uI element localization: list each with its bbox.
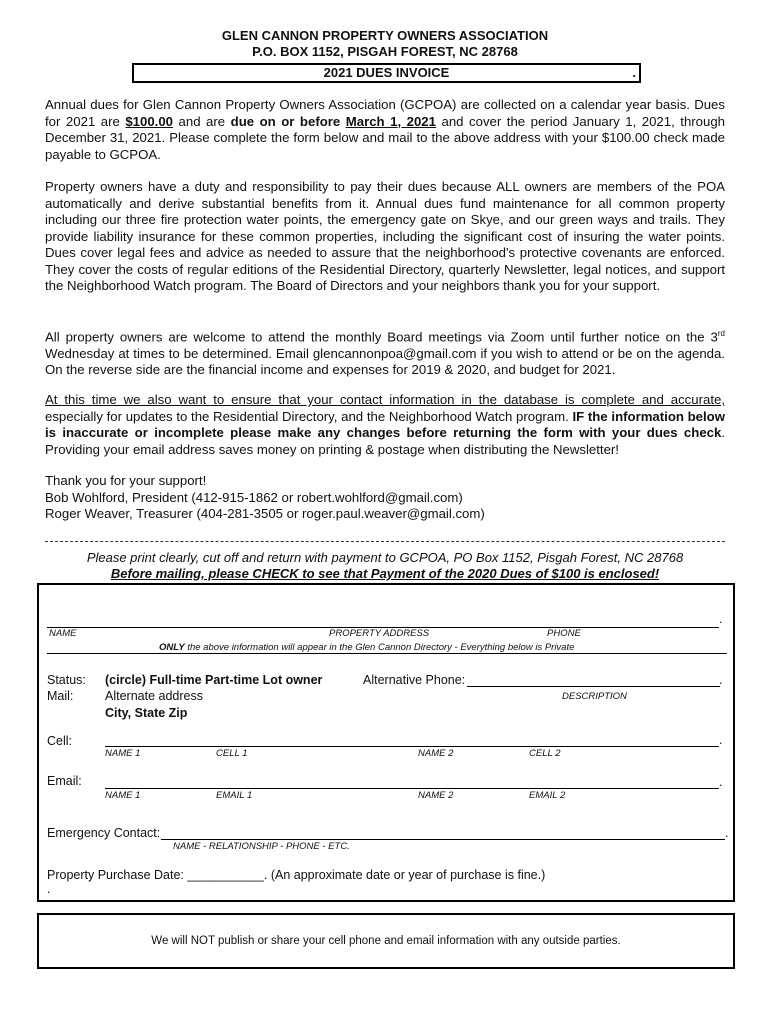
cell-label: Cell: — [47, 734, 73, 748]
due-prefix: due on or before — [230, 113, 346, 129]
trailing-dot: . — [47, 882, 51, 896]
duty-paragraph: Property owners have a duty and responsibility to pay their dues because ALL owners are members of the POA automatically and derive substantial benefits from it. Annual dues fund maintenance for all common property including our three fire protection water points, the emergency gate on Skye, and our green ways and trails. They provide liability insurance for these common properties, including the significant cost of insuring the water points. Dues cover legal fees and advice as needed to assure that the neighborhood's protective covenants are enforced. They cover the costs of regular editions of the Residential Directory, quarterly Newsletter, legal notices, and support the Neighborhood Watch program. The Board of Directors and your neighbors thank you for your support. — [45, 179, 725, 293]
alt-phone-label: Alternative Phone: — [363, 673, 466, 687]
invoice-title: 2021 DUES INVOICE — [323, 65, 450, 80]
purchase-date-row — [47, 868, 545, 882]
description-label: DESCRIPTION — [562, 691, 627, 702]
email1-label: EMAIL 1 — [216, 790, 253, 801]
alt-phone-field[interactable] — [467, 686, 720, 687]
privacy-note-box — [37, 913, 735, 969]
dues-text-3: and cover the period January 1, 2021, through December 31, 2021. Please complete the form below and mail to the above address with your $100.00 check made payable to GCPOA. — [45, 113, 726, 162]
mailing-check-note: Before mailing, please CHECK to see that Payment of the 2020 Dues of $100 is enclosed! — [110, 566, 660, 581]
address-label: PROPERTY ADDRESS — [329, 628, 430, 639]
alternate-address[interactable]: Alternate address — [105, 689, 203, 703]
contact-update-text-2: . Providing your email address saves money on printing & postage when distributing the Newsletter! — [45, 425, 725, 457]
email-dot: . — [719, 775, 723, 789]
contact-update-paragraph — [45, 392, 725, 458]
meetings-paragraph — [45, 326, 725, 379]
cut-line — [45, 541, 725, 542]
email-field[interactable] — [105, 788, 719, 789]
return-instructions: Please print clearly, cut off and return with payment to GCPOA, PO Box 1152, Pisgah Forest, NC 28768 — [86, 550, 684, 565]
status-label: Status: — [47, 673, 86, 687]
contact-update-text-1: especially for updates to the Residential Directory, and the Neighborhood Watch program. — [45, 408, 573, 424]
org-name: GLEN CANNON PROPERTY OWNERS ASSOCIATION — [221, 28, 549, 43]
city-state-zip[interactable]: City, State Zip — [105, 706, 188, 720]
phone-label: PHONE — [547, 628, 581, 639]
contact-update-underlined: At this time we also want to ensure that your contact information in the database is complete and accurate, — [45, 392, 725, 407]
emergency-dot: . — [725, 826, 729, 840]
only-rest: the above information will appear in the Glen Cannon Directory - Everything below is Private — [184, 642, 575, 653]
only-emphasis: ONLY — [159, 642, 185, 653]
president-contact: Bob Wohlford, President (412-915-1862 or robert.wohlford@gmail.com) — [45, 489, 463, 505]
email2-label: EMAIL 2 — [529, 790, 566, 801]
cell2-label: CELL 2 — [529, 748, 561, 759]
name-label: NAME — [49, 628, 77, 639]
meetings-text-2: Wednesday at times to be determined. Email glencannonpoa@gmail.com if you wish to attend or be on the agenda. On the reverse side are the financial income and expenses for 2019 & 2020, and budget for 2021. — [45, 345, 725, 378]
dues-paragraph — [45, 97, 725, 163]
purchase-date-field[interactable]: ___________ — [187, 868, 264, 882]
cell-name1-label: NAME 1 — [105, 748, 141, 759]
ordinal-suffix: rd — [717, 329, 725, 338]
purchase-dot: . — [263, 868, 268, 882]
emergency-hint: NAME - RELATIONSHIP - PHONE - ETC. — [173, 841, 350, 852]
directory-note — [159, 642, 574, 653]
purchase-label: Property Purchase Date: — [47, 868, 188, 882]
alt-phone-dot: . — [719, 673, 723, 687]
contact-update-bold: IF the information below is inaccurate or incomplete please make any changes before returning the form with your dues check — [45, 408, 725, 440]
dues-amount: $100.00 — [125, 113, 174, 129]
email-name2-label: NAME 2 — [418, 790, 454, 801]
return-form — [37, 583, 735, 902]
due-date: March 1, 2021 — [345, 113, 436, 129]
thanks-line: Thank you for your support! — [45, 473, 207, 488]
status-options[interactable]: (circle) Full-time Part-time Lot owner — [105, 673, 323, 687]
org-address: P.O. BOX 1152, PISGAH FOREST, NC 28768 — [252, 44, 518, 59]
cell-name2-label: NAME 2 — [418, 748, 454, 759]
invoice-title-box — [132, 63, 641, 83]
meetings-text-1: All property owners are welcome to attend the monthly Board meetings via Zoom until further notice on the 3 — [45, 329, 718, 345]
email-name1-label: NAME 1 — [105, 790, 141, 801]
emergency-field[interactable] — [161, 839, 725, 840]
directory-note-line — [47, 653, 727, 654]
line-end-dot: . — [719, 612, 723, 626]
email-label: Email: — [47, 774, 82, 788]
mail-label: Mail: — [47, 689, 74, 703]
emergency-label: Emergency Contact: — [47, 826, 161, 840]
treasurer-contact: Roger Weaver, Treasurer (404-281-3505 or roger.paul.weaver@gmail.com) — [45, 506, 485, 521]
purchase-hint: (An approximate date or year of purchase is fine.) — [270, 868, 546, 882]
cell-field[interactable] — [105, 746, 719, 747]
cell1-label: CELL 1 — [216, 748, 248, 759]
thanks-block — [45, 473, 725, 523]
cell-dot: . — [719, 733, 723, 747]
dues-text-2: and are — [173, 113, 231, 129]
privacy-note: We will NOT publish or share your cell phone and email information with any outside parties. — [151, 935, 621, 947]
dues-text-1: Annual dues for Glen Cannon Property Owners Association (GCPOA) are collected on a calendar year basis. Dues for 2021 are — [45, 97, 725, 129]
invoice-dot: . — [632, 65, 636, 80]
